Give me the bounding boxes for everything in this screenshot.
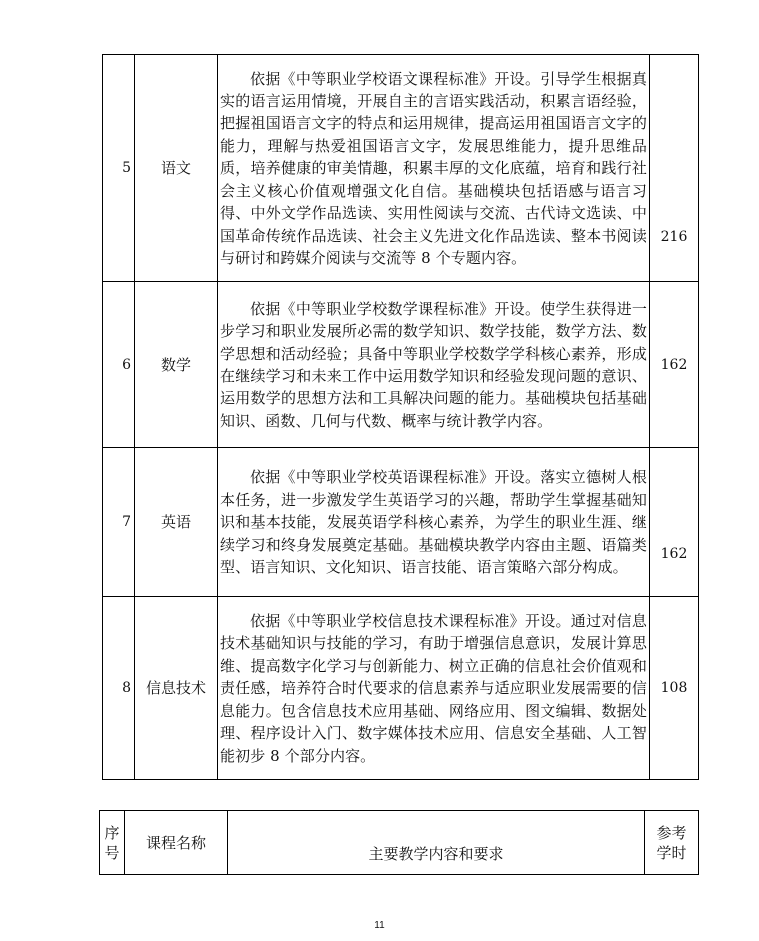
course-hours: 162 [650,448,699,597]
table-row [103,282,699,448]
header-course-name: 课程名称 [125,811,228,875]
course-content [218,55,650,282]
header-content: 主要教学内容和要求 [228,811,645,875]
course-name: 语文 [135,55,218,282]
row-number: 8 [103,597,135,780]
course-hours: 216 [650,55,699,282]
course-content-text: 依据《中等职业学校信息技术课程标准》开设。通过对信息技术基础知识与技能的学习，有助于增强信息意识，发展计算思维、提高数字化学习与创新能力、树立正确的信息社会价值观和责任感，培养符合时代要求的信息素养与适应职业发展需要的信息能力。包含信息技术应用基础、网络应用、图文编辑、数据处理、程序设计入门、数字媒体技术应用、信息安全基础、人工智能初步 8 个部分内容。 [220,612,647,765]
table-row [103,448,699,597]
page-number: 11 [374,920,385,931]
header-row [100,811,699,875]
course-content-text: 依据《中等职业学校数学课程标准》开设。使学生获得进一步学习和职业发展所必需的数学知识、数学技能，数学方法、数学思想和活动经验；具备中等职业学校数学学科核心素养，形成在继续学习和未来工作中运用数学知识和经验发现问题的意识、运用数学的思想方法和工具解决问题的能力。基础模块包括基础知识、函数、几何与代数、概率与统计教学内容。 [220,299,647,430]
row-number: 7 [103,448,135,597]
table-row [103,55,699,282]
course-hours: 108 [650,597,699,780]
row-number: 5 [103,55,135,282]
course-hours: 162 [650,282,699,448]
course-table [102,54,699,780]
header-seq-text: 序号 [104,823,120,862]
course-name [135,597,218,780]
course-content-text: 依据《中等职业学校英语课程标准》开设。落实立德树人根本任务，进一步激发学生英语学习的兴趣，帮助学生掌握基础知识和基本技能，发展英语学科核心素养，为学生的职业生涯、继续学习和终身发展奠定基础。基础模块教学内容由主题、语篇类型、语言知识、文化知识、语言技能、语言策略六部分构成。 [220,468,647,577]
header-hours [645,811,699,875]
course-content-text: 依据《中等职业学校语文课程标准》开设。引导学生根据真实的语言运用情境，开展自主的言语实践活动，积累言语经验，把握祖国语言文字的特点和运用规律，提高运用祖国语言文字的能力，理解与热爱祖国语言文字，发展思维能力，提升思维品质，培养健康的审美情趣，积累丰厚的文化底蕴，培育和践行社会主义核心价值观增强文化自信。基础模块包括语感与语言习得、中外文学作品选读、实用性阅读与交流、古代诗文选读、中国革命传统作品选读、社会主义先进文化作品选读、整本书阅读与研讨和跨媒介阅读与交流等 8 个专题内容。 [220,69,647,267]
header-table [99,810,699,875]
course-name-text: 信息技术 [145,679,206,697]
course-content [218,282,650,448]
course-name: 英语 [135,448,218,597]
header-seq [100,811,125,875]
course-content [218,597,650,780]
row-number: 6 [103,282,135,448]
table-row [103,597,699,780]
course-content [218,448,650,597]
course-name: 数学 [135,282,218,448]
header-hours-text: 参考学时 [656,823,687,862]
